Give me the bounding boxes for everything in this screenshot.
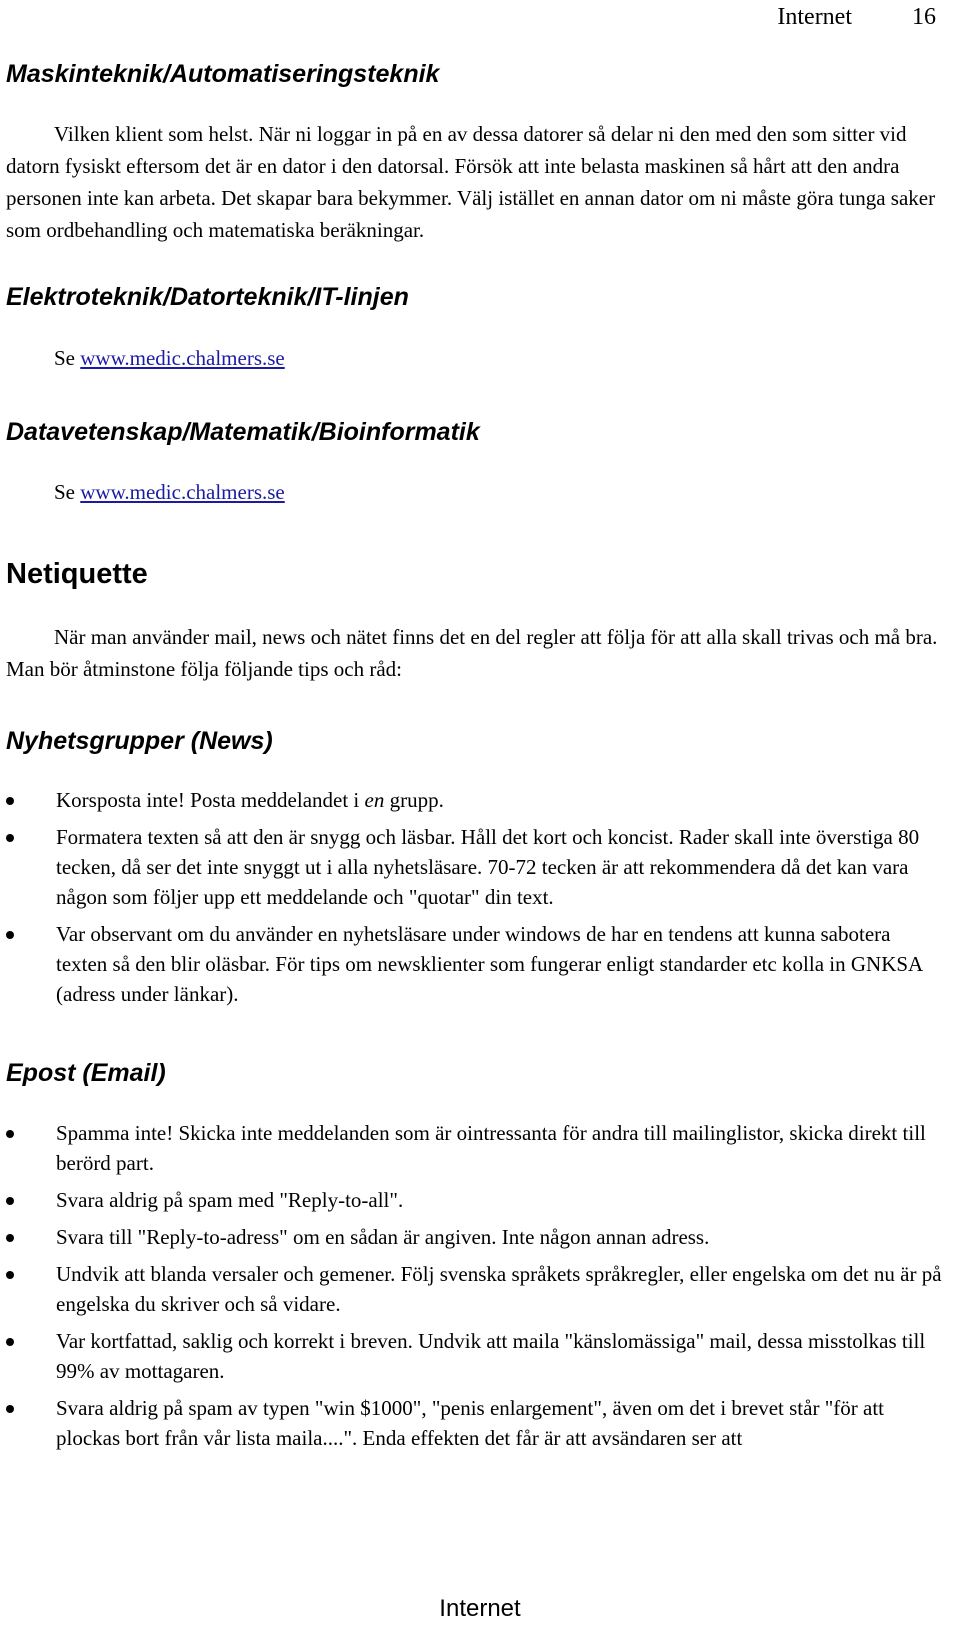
bullet-icon <box>6 1234 14 1242</box>
list-item: Spamma inte! Skicka inte meddelanden som är ointressanta för andra till mailinglistor, skicka direkt till berörd part. <box>6 1118 946 1178</box>
heading-datavetenskap: Datavetenskap/Matematik/Bioinformatik <box>6 418 480 446</box>
medic-link[interactable]: www.medic.chalmers.se <box>80 346 285 370</box>
medic-link[interactable]: www.medic.chalmers.se <box>80 480 285 504</box>
see-prefix: Se <box>54 346 75 370</box>
list-item: Svara aldrig på spam av typen "win $1000", "penis enlargement", även om det i brevet står "för att plockas bort från vår lista maila....". Enda effekten det får är att avsändaren ser att <box>6 1393 946 1453</box>
bullet-icon <box>6 1405 14 1413</box>
page-number: 16 <box>912 4 936 30</box>
list-item: Undvik att blanda versaler och gemener. Följ svenska språkets språkregler, eller engelska om det nu är på engelska du skriver och så vidare. <box>6 1259 946 1319</box>
bullet-icon <box>6 834 14 842</box>
paragraph-netiquette: När man använder mail, news och nätet finns det en del regler att följa för att alla skall trivas och må bra. Man bör åtminstone följa följande tips och råd: <box>6 625 938 681</box>
list-item: Var observant om du använder en nyhetsläsare under windows de har en tendens att kunna sabotera texten så den blir oläsbar. För tips om newsklienter som fungerar enligt standarder etc kolla in GNKSA (adress under länkar). <box>6 919 946 1009</box>
see-prefix: Se <box>54 480 75 504</box>
bullet-icon <box>6 1338 14 1346</box>
list-item: Korsposta inte! Posta meddelandet i en grupp. <box>6 785 946 815</box>
list-item: Var kortfattad, saklig och korrekt i breven. Undvik att maila "känslomässiga" mail, dessa misstolkas till 99% av mottagaren. <box>6 1326 946 1386</box>
heading-netiquette: Netiquette <box>6 558 148 590</box>
news-list <box>6 785 946 1016</box>
paragraph-maskinteknik: Vilken klient som helst. När ni loggar in på en av dessa datorer så delar ni den med den som sitter vid datorn fysiskt eftersom det är en dator i den datorsal. Försök att inte belasta maskinen så hårt att den andra personen inte kan arbeta. Det skapar bara bekymmer. Välj istället en annan dator om ni måste göra tunga saker som ordbehandling och matematiska beräkningar. <box>6 122 936 242</box>
bullet-icon <box>6 931 14 939</box>
bullet-icon <box>6 1197 14 1205</box>
heading-elektroteknik: Elektroteknik/Datorteknik/IT-linjen <box>6 283 409 311</box>
heading-email: Epost (Email) <box>6 1059 166 1087</box>
bullet-icon <box>6 1130 14 1138</box>
list-item: Svara till "Reply-to-adress" om en sådan är angiven. Inte någon annan adress. <box>6 1222 946 1252</box>
page-footer: Internet <box>439 1595 521 1622</box>
list-item: Svara aldrig på spam med "Reply-to-all". <box>6 1185 946 1215</box>
bullet-icon <box>6 1271 14 1279</box>
running-header-title: Internet <box>777 4 852 30</box>
email-list <box>6 1118 946 1460</box>
heading-news: Nyhetsgrupper (News) <box>6 727 273 755</box>
emphasis: en <box>364 788 385 812</box>
heading-maskinteknik: Maskinteknik/Automatiseringsteknik <box>6 60 440 88</box>
bullet-icon <box>6 797 14 805</box>
list-item: Formatera texten så att den är snygg och läsbar. Håll det kort och koncist. Rader skall inte överstiga 80 tecken, då ser det inte snyggt ut i alla nyhetsläsare. 70-72 tecken är att rekommendera då det kan vara någon som följer upp ett meddelande och "quotar" din text. <box>6 822 946 912</box>
paragraph-datavetenskap <box>6 476 946 508</box>
paragraph-elektroteknik <box>6 342 946 374</box>
